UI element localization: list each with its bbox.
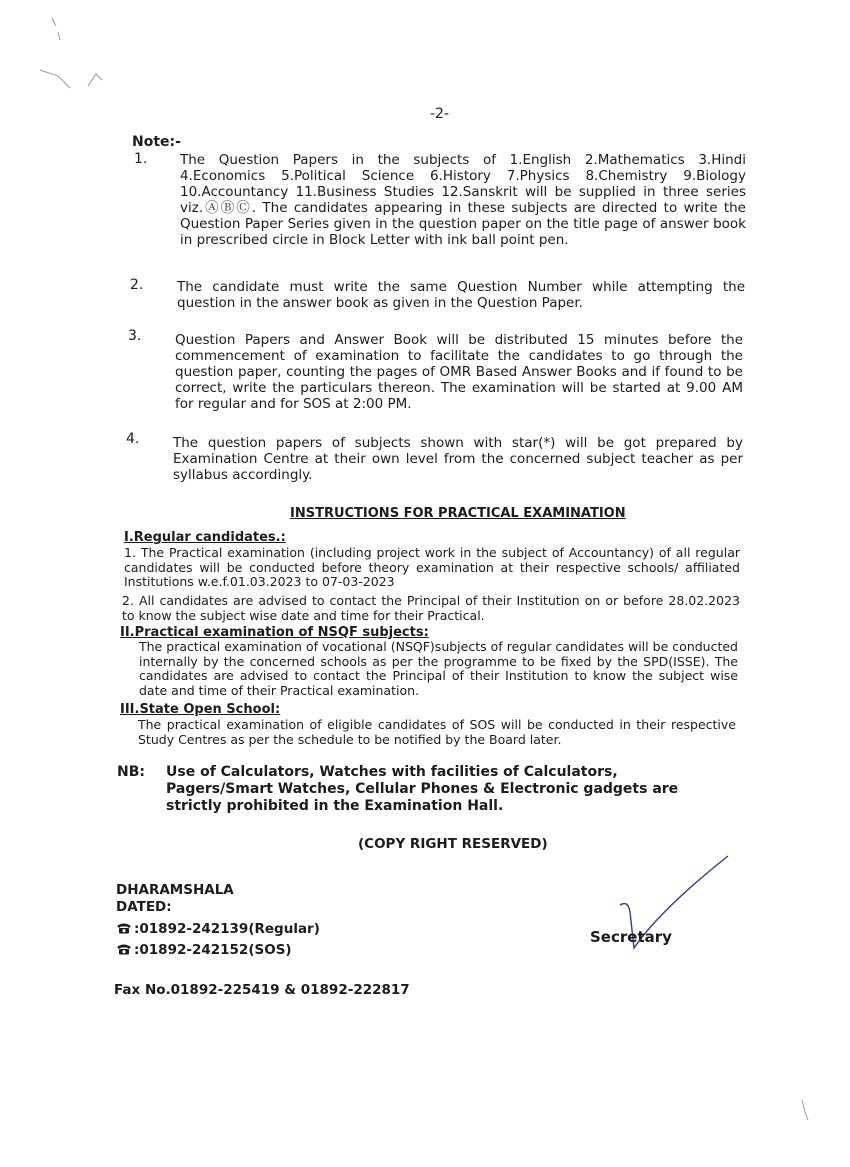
nsqf-section-text: The practical examination of vocational (NSQF)subjects of regular candidates will be conducted internally by the concerned schools as per the programme to be fixed by the SPD(ISSE). The candidates are advised to contact the Principal of their Institution to know the subject wise date and time of their Practical examination. bbox=[139, 639, 738, 698]
note-2-text: The candidate must write the same Question Number while attempting the question in the answer book as given in the Question Paper. bbox=[177, 279, 745, 311]
footer-place: DHARAMSHALA bbox=[116, 882, 234, 898]
scan-mark-decoration bbox=[796, 1096, 816, 1126]
copyright-notice: (COPY RIGHT RESERVED) bbox=[358, 836, 548, 852]
footer-fax: Fax No.01892-225419 & 01892-222817 bbox=[114, 982, 410, 998]
sos-section-title: III.State Open School: bbox=[120, 702, 281, 717]
note-1-number: 1. bbox=[134, 151, 148, 167]
note-4-number: 4. bbox=[126, 431, 140, 447]
footer-phone-sos-row bbox=[116, 942, 292, 958]
page-number: -2- bbox=[430, 106, 450, 122]
note-4-text: The question papers of subjects shown with star(*) will be got prepared by Examination Centre at their own level from the concerned subject teacher as per syllabus accordingly. bbox=[173, 435, 743, 483]
nsqf-section-title: II.Practical examination of NSQF subjects: bbox=[120, 625, 429, 640]
telephone-icon bbox=[116, 922, 132, 934]
practical-instructions-heading: INSTRUCTIONS FOR PRACTICAL EXAMINATION bbox=[290, 506, 626, 521]
regular-item-2: 2. All candidates are advised to contact the Principal of their Institution on or before 28.02.2023 to know the subject wise date and time for their Practical. bbox=[122, 593, 740, 623]
nb-label: NB: bbox=[117, 764, 145, 780]
sos-section-text: The practical examination of eligible candidates of SOS will be conducted in their respective Study Centres as per the schedule to be notified by the Board later. bbox=[138, 717, 736, 747]
footer-phone-regular-row bbox=[116, 921, 320, 937]
footer-dated: DATED: bbox=[116, 899, 172, 915]
secretary-signatory: Secretary bbox=[590, 928, 672, 946]
regular-candidates-title: I.Regular candidates.: bbox=[124, 530, 286, 545]
footer-phone-sos: :01892-242152(SOS) bbox=[134, 942, 292, 958]
note-3-number: 3. bbox=[128, 328, 142, 344]
note-2-number: 2. bbox=[130, 277, 144, 293]
note-1-text: The Question Papers in the subjects of 1.English 2.Mathematics 3.Hindi 4.Economics 5.Political Science 6.History 7.Physics 8.Chemistry 9.Biology 10.Accountancy 11.Business Studies 12.Sanskrit will be supplied in three series viz.ⒶⒷⒸ. The candidates appearing in these subjects are directed to write the Question Paper Series given in the question paper on the title page of answer book in prescribed circle in Block Letter with ink ball point pen. bbox=[180, 152, 746, 248]
telephone-icon bbox=[116, 943, 132, 955]
regular-item-1: 1. The Practical examination (including project work in the subject of Accountancy) of all regular candidates will be conducted before theory examination at their respective schools/ affiliated Institutions w.e.f.01.03.2023 to 07-03-2023 bbox=[124, 545, 740, 589]
note-3-text: Question Papers and Answer Book will be distributed 15 minutes before the commencement of examination to facilitate the candidates to go through the question paper, counting the pages of OMR Based Answer Books and if found to be correct, write the particulars thereon. The examination will be started at 9.00 AM for regular and for SOS at 2:00 PM. bbox=[175, 332, 743, 412]
scan-mark-decoration bbox=[30, 10, 120, 90]
note-title: Note:- bbox=[132, 134, 181, 150]
footer-phone-regular: :01892-242139(Regular) bbox=[134, 921, 320, 937]
nb-text: Use of Calculators, Watches with facilities of Calculators, Pagers/Smart Watches, Cellular Phones & Electronic gadgets are strictly prohibited in the Examination Hall. bbox=[166, 764, 679, 814]
